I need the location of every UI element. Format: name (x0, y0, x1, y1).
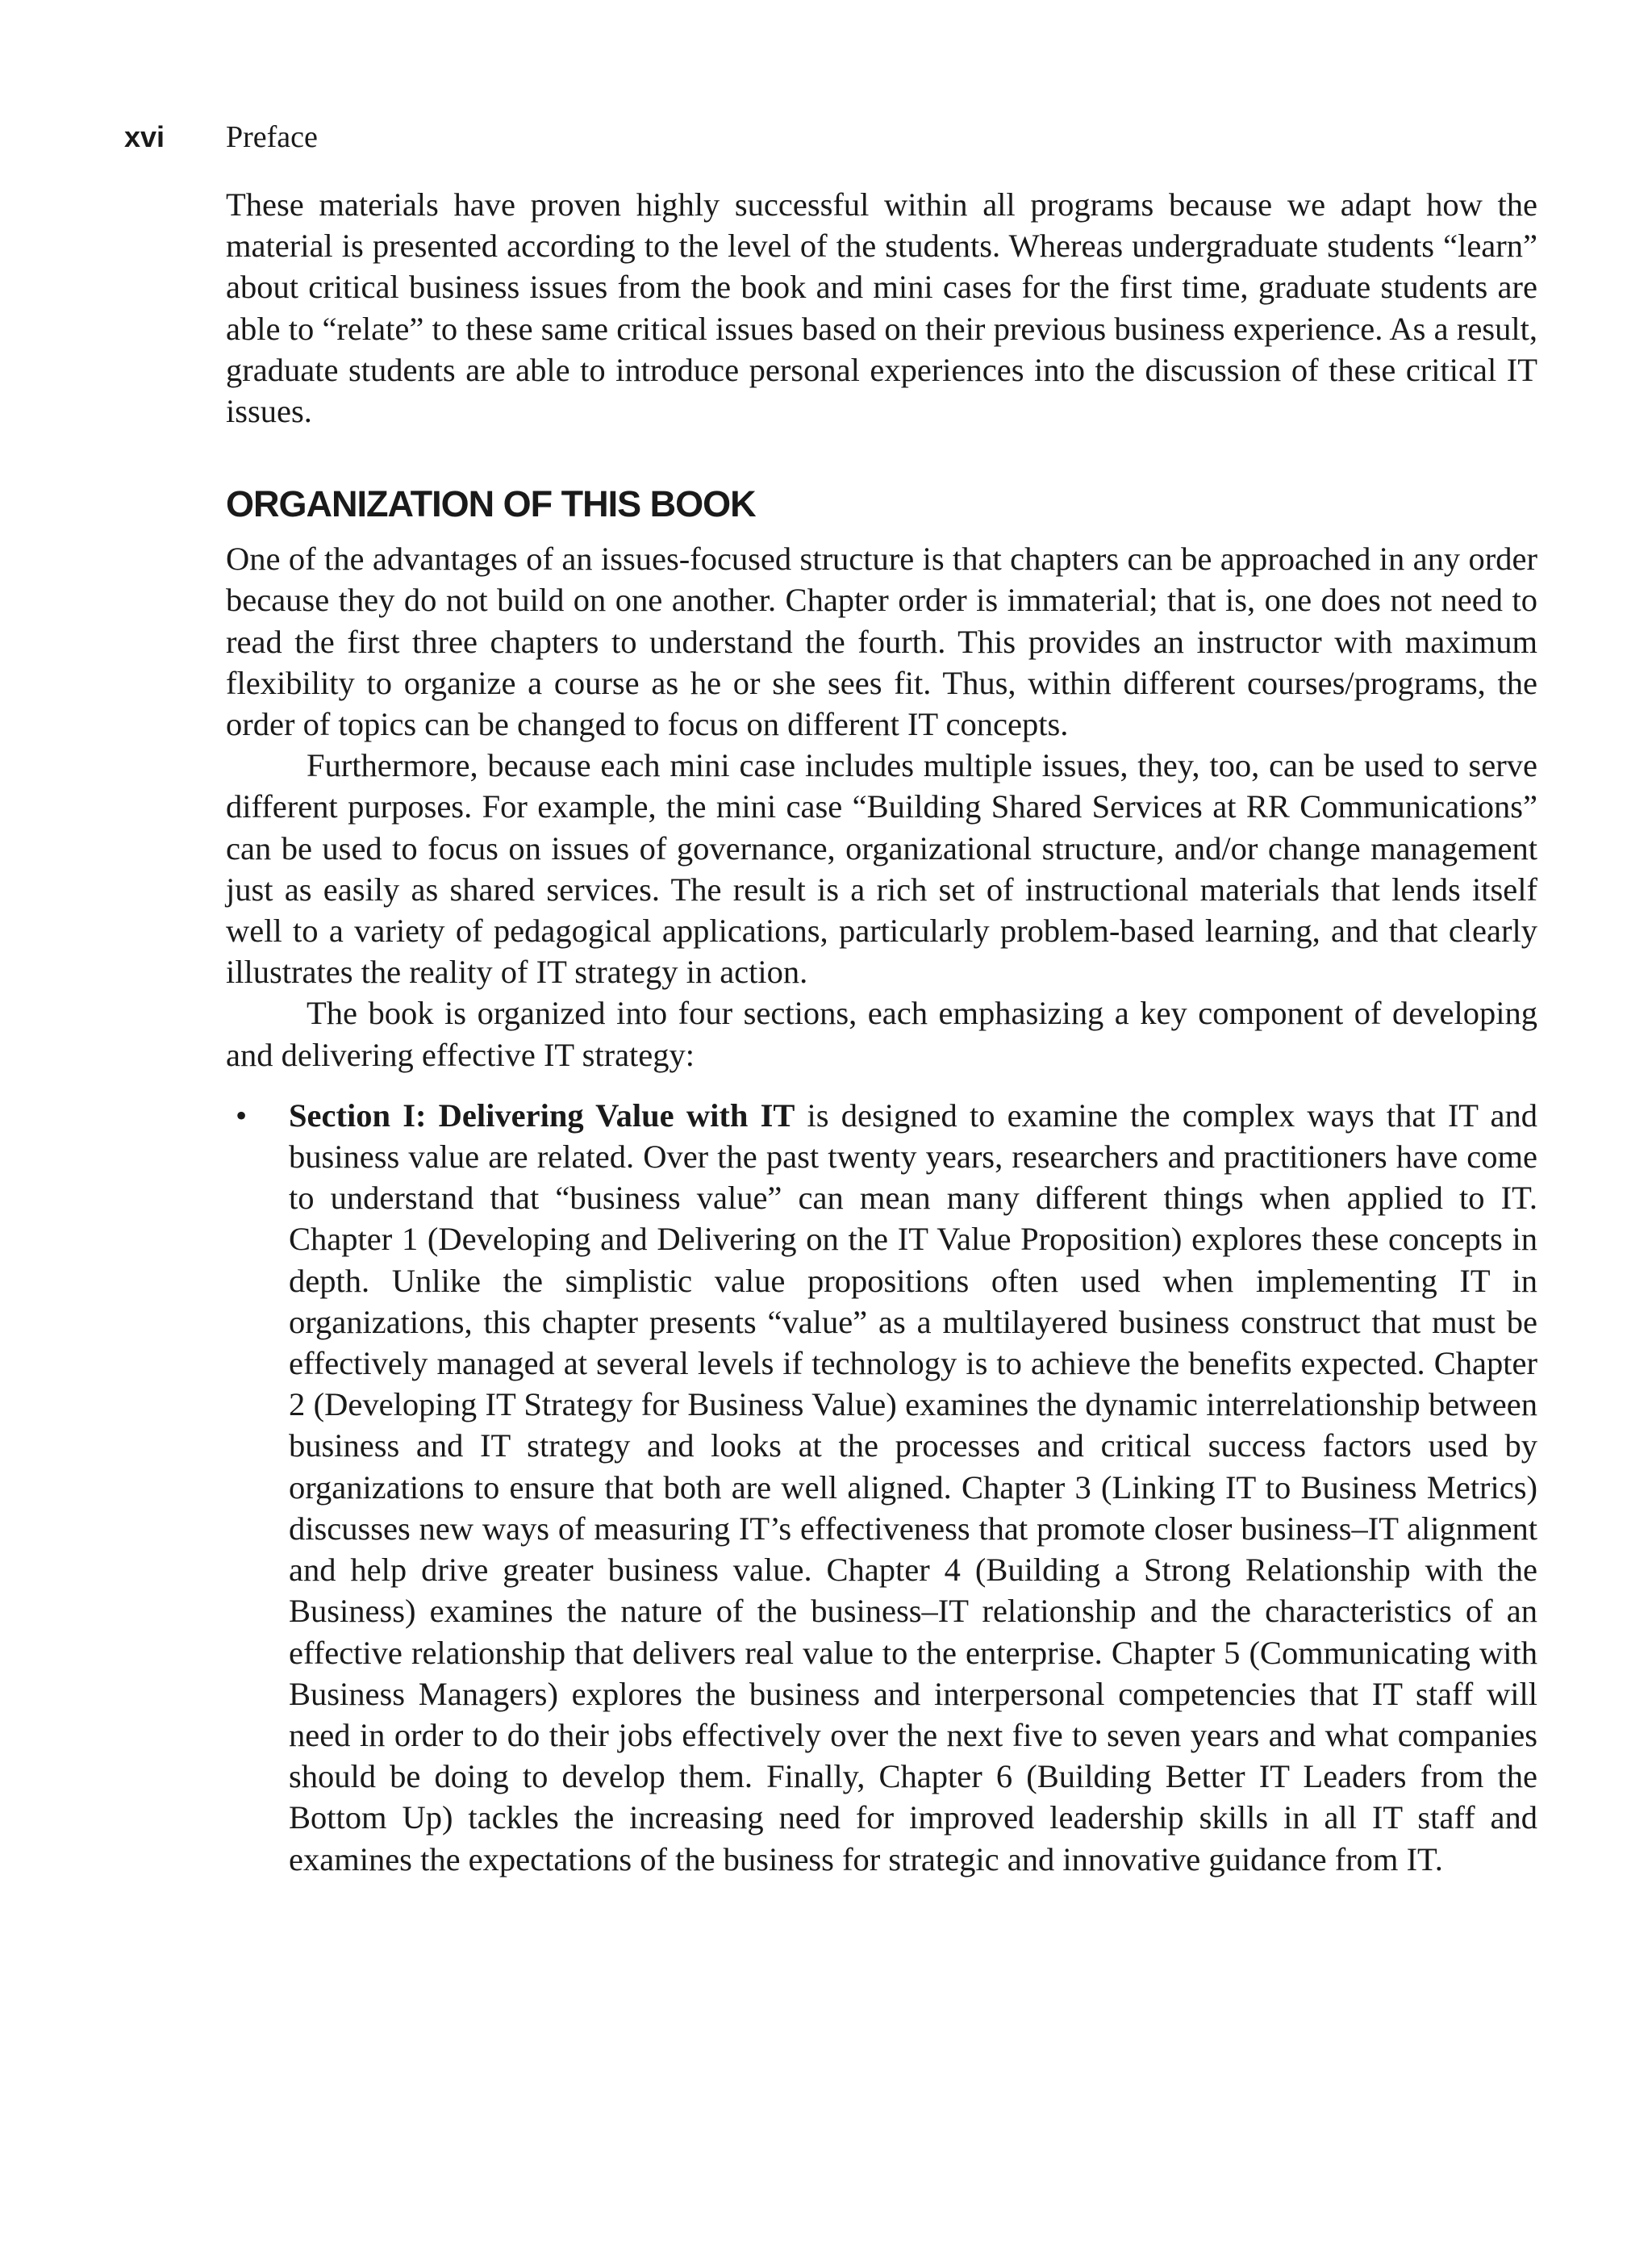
paragraph: The book is organized into four sections, each emphasizing a key component of developing and delivering effective IT strategy: (226, 995, 1537, 1073)
paragraph: One of the advantages of an issues-focused structure is that chapters can be approached in any order because they do not build on one another. Chapter order is immaterial; that is, one does not need to read the first three chapters to understand the fourth. This provides an instructor with maximum flexibility to organize a course as he or she sees fit. Thus, within different courses/programs, the order of topics can be changed to focus on different IT concepts. (226, 541, 1537, 743)
body-text (226, 184, 1537, 1880)
intro-paragraph: These materials have proven highly successful within all programs because we adapt how the material is presented according to the level of the students. Whereas undergraduate students “learn” about critical business issues from the book and mini cases for the first time, graduate students are able to “relate” to these same critical issues based on their previous business experience. As a result, graduate students are able to introduce personal experiences into the discussion of these critical IT issues. (226, 186, 1537, 430)
bullet-icon: • (236, 1096, 248, 1134)
page-number: xvi (124, 120, 165, 153)
paragraph: Furthermore, because each mini case includes multiple issues, they, too, can be used to serve different purposes. For example, the mini case “Building Shared Services at RR Communications” can be used to focus on issues of governance, organizational structure, and/or change management just as easily as shared services. The result is a rich set of instructional materials that lends itself well to a variety of pedagogical applications, particularly problem-based learning, and that clearly illustrates the reality of IT strategy in action. (226, 747, 1537, 991)
running-title: Preface (226, 120, 318, 154)
section-list (226, 1095, 1537, 1880)
list-item (226, 1095, 1537, 1880)
list-item-body: is designed to examine the complex ways that IT and business value are related. Over the past twenty years, researchers and practitioners have come to understand that “business value” can mean many different things when applied to IT. Chapter 1 (Developing and Delivering on the IT Value Proposition) explores these concepts in depth. Unlike the simplistic value propositions often used when implementing IT in organizations, this chapter presents “value” as a multilayered business construct that must be effectively managed at several levels if technology is to achieve the benefits expected. Chapter 2 (Developing IT Strategy for Business Value) examines the dynamic interrelationship between business and IT strategy and looks at the processes and critical success factors used by organizations to ensure that both are well aligned. Chapter 3 (Linking IT to Business Metrics) discusses new ways of measuring IT’s effectiveness that promote closer business–IT alignment and help drive greater business value. Chapter 4 (Building a Strong Relationship with the Business) examines the nature of the business–IT relationship and the characteristics of an effective relationship that delivers real value to the enterprise. Chapter 5 (Communicating with Business Managers) explores the business and interpersonal competencies that IT staff will need in order to do their jobs effectively over the next five to seven years and what companies should be doing to develop them. Finally, Chapter 6 (Building Better IT Leaders from the Bottom Up) tackles the increasing need for improved leadership skills in all IT staff and examines the expectations of the business for strategic and innovative guidance from IT. (289, 1096, 1537, 1877)
section-heading: ORGANIZATION OF THIS BOOK (226, 483, 756, 525)
list-item-text (289, 1095, 1537, 1880)
list-item-lead: Section I: Delivering Value with IT (289, 1096, 795, 1134)
